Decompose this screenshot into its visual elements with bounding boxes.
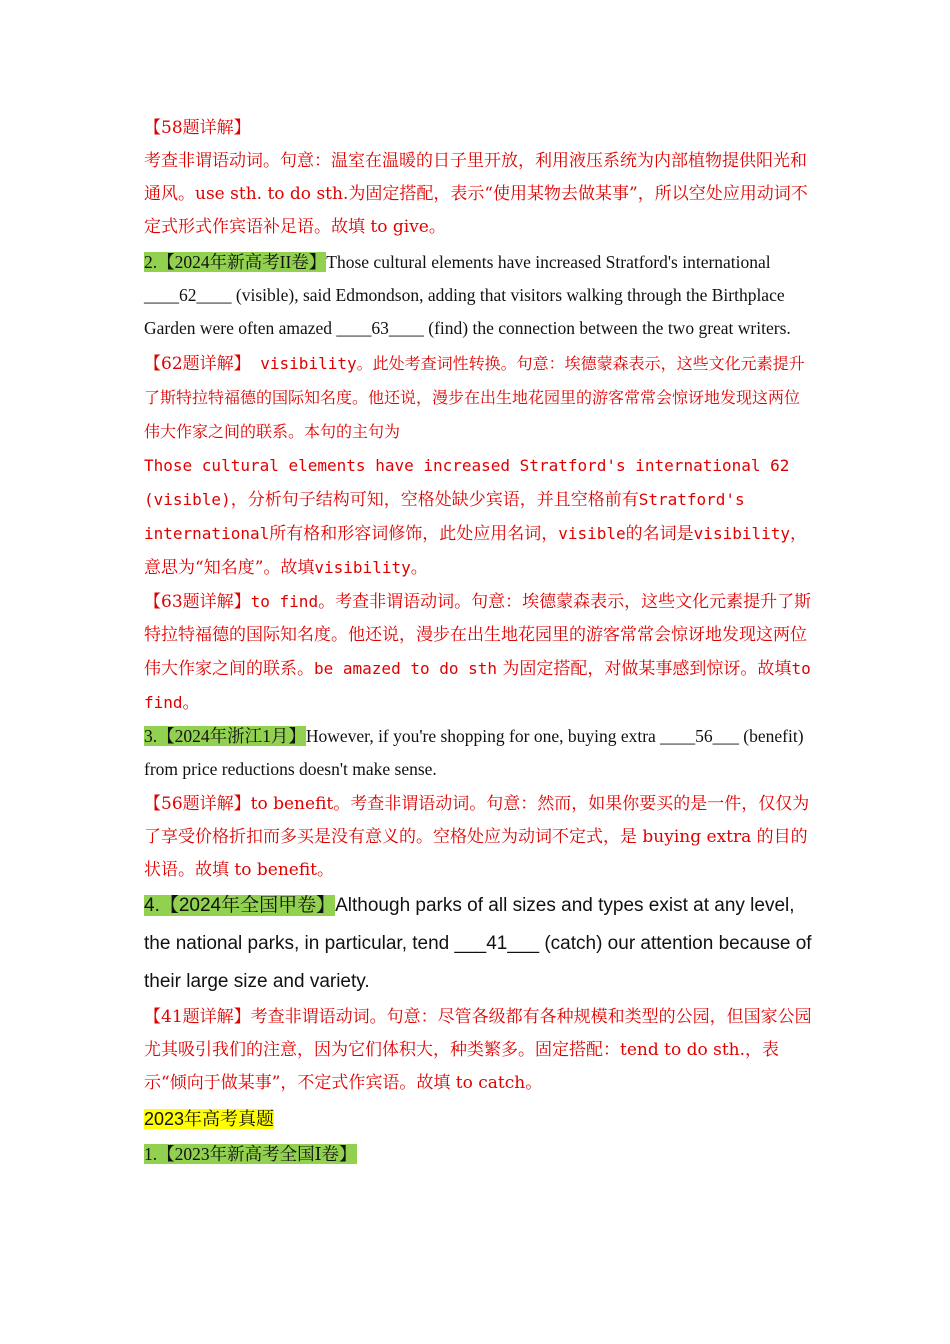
section-heading-2023: [144, 1100, 814, 1138]
question-4-text: Although parks of all sizes and types exist at any level, the national parks, in particular, tend ___41___ (catch) our attention because of their large size and variety.: [144, 895, 812, 992]
answer-63-part: be amazed to do sth: [314, 659, 498, 678]
answer-63-part: to find: [144, 659, 811, 712]
answer-62-part: visibility: [693, 524, 790, 543]
question-2: [144, 246, 814, 345]
question-3: [144, 720, 814, 786]
answer-62-part: visibility。此处考查词性转换。句意：埃德蒙森表示，这些文化元素提升了斯特拉特福德的国际知名度。他还说，漫步在出生地花园里的游客常常会惊讶地发现这两位伟大作家之间的联系。本句的主句为: [144, 354, 805, 441]
answer-62-part: 的名词是: [625, 524, 694, 544]
question-3-tag: 3.【2024年浙江1月】: [144, 726, 306, 746]
question-2023-1-tag: 1.【2023年新高考全国Ⅰ卷】: [144, 1144, 357, 1164]
answer-58-heading: 【58题详解】: [144, 118, 251, 138]
answer-41: [144, 1001, 814, 1100]
answer-62: [144, 347, 814, 585]
question-2023-1: [144, 1138, 814, 1171]
answer-62-part: visibility: [314, 558, 411, 577]
question-4-tag: 4.【2024年全国甲卷】: [144, 895, 336, 916]
answer-41-heading: 【41题详解】: [144, 1007, 251, 1027]
answer-62-part: Stratford's international: [144, 490, 745, 543]
section-heading-text: 2023年高考真题: [144, 1109, 275, 1129]
answer-58: [144, 112, 814, 244]
answer-62-part: 所有格和形容词修饰，此处应用名词，: [269, 524, 559, 544]
answer-62-heading: 【62题详解】: [144, 354, 251, 374]
answer-41-text: 考查非谓语动词。句意：尽管各级都有各种规模和类型的公园，但国家公园尤其吸引我们的注意，因为它们体积大，种类繁多。固定搭配：tend to do sth.，表示“倾向于做某事”，不定式作宾语。故填 to catch。: [144, 1007, 812, 1093]
answer-63-part: 。考查非谓语动词。句意：埃德蒙森表示，这些文化元素提升了斯特拉特福德的国际知名度。他还说，漫步在出生地花园里的游客常常会惊讶地发现这两位伟大作家之间的联系。: [144, 592, 812, 679]
question-3-text: However, if you're shopping for one, buying extra ____56___ (benefit) from price reductions doesn't make sense.: [144, 726, 804, 779]
question-4: [144, 887, 814, 1001]
answer-56-text: to benefit。考查非谓语动词。句意：然而，如果你要买的是一件，仅仅为了享受价格折扣而多买是没有意义的。空格处应为动词不定式，是 buying extra 的目的状语。故填 to benefit。: [144, 794, 810, 880]
answer-62-part: visible: [558, 524, 626, 543]
question-2-text: Those cultural elements have increased Stratford's international ____62____ (visible), said Edmondson, adding that visitors walking through the Birthplace Garden were often amazed ____63____ (find) the connection between the two great writers.: [144, 252, 791, 338]
answer-56-heading: 【56题详解】: [144, 794, 251, 814]
question-2-tag: 2.【2024年新高考II卷】: [144, 252, 327, 272]
answer-63-part: to find: [250, 592, 319, 611]
answer-63-part: 。: [182, 693, 200, 713]
answer-62-part: Those cultural elements have increased Stratford's international 62 (visible): [144, 456, 790, 509]
answer-58-text: 考查非谓语动词。句意：温室在温暖的日子里开放，利用液压系统为内部植物提供阳光和通风。use sth. to do sth.为固定搭配，表示“使用某物去做某事”，所以空处应用动词不定式形式作宾语补足语。故填 to give。: [144, 151, 808, 237]
answer-62-part: 。: [410, 558, 428, 578]
answer-62-part: ，分析句子结构可知，空格处缺少宾语，并且空格前有: [230, 490, 639, 510]
answer-63-heading: 【63题详解】: [144, 592, 251, 612]
answer-63: [144, 585, 814, 720]
answer-62-part: ，意思为“知名度”。故填: [144, 524, 807, 578]
answer-56: [144, 788, 814, 887]
document-page: [144, 112, 814, 1171]
answer-63-part: 为固定搭配，对做某事感到惊讶。故填: [497, 659, 792, 679]
